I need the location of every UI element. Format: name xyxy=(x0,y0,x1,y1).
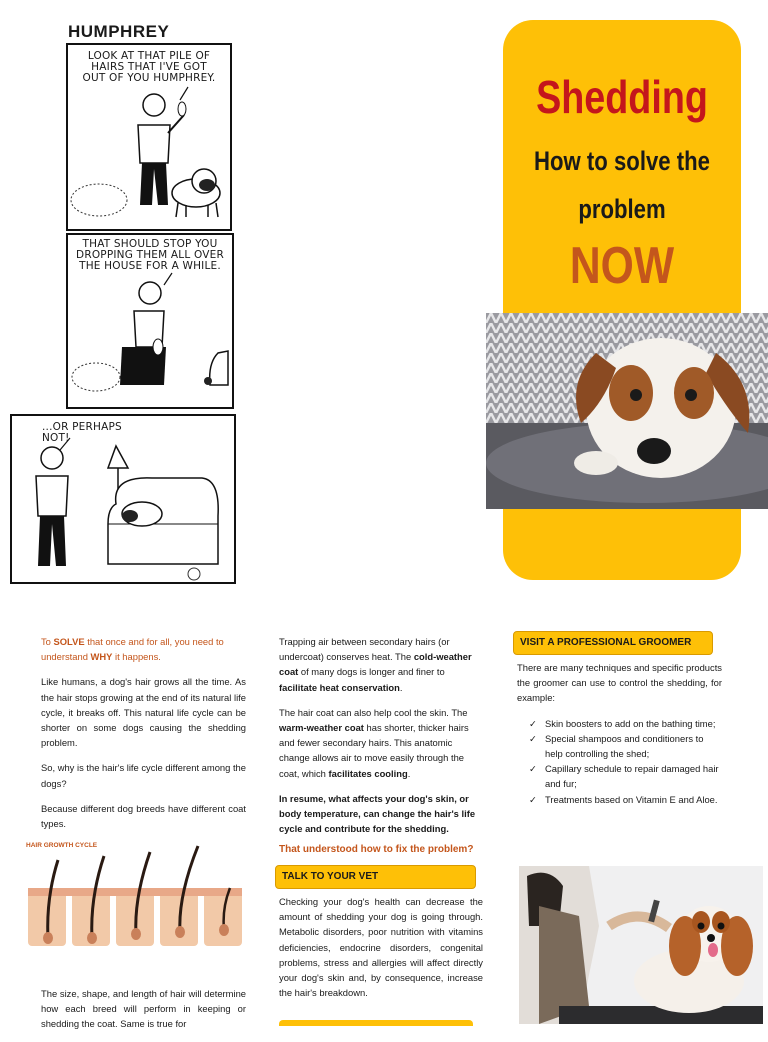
cold-weather-paragraph xyxy=(279,634,481,695)
hair-size-paragraph: The size, shape, and length of hair will determine how each breed will perform in keeping or shedding the coat. Same is true for xyxy=(41,988,246,1030)
comic-drawing-2 xyxy=(68,235,232,407)
warm-weather-paragraph xyxy=(279,705,481,781)
technique-item xyxy=(517,731,722,761)
technique-item xyxy=(517,792,722,807)
cover-title: Shedding xyxy=(536,71,708,123)
cover-now: NOW xyxy=(569,237,675,295)
warm-text-c: has shorter, thicker hairs and fewer secondary hairs. This anatomic change allows air to move easily through the coat, which xyxy=(279,722,469,779)
column-1 xyxy=(41,634,246,841)
hair-cycle-stages xyxy=(28,846,242,946)
intro-paragraph xyxy=(41,634,246,664)
check-icon: ✓ xyxy=(529,732,537,744)
facilitates-cooling: facilitates cooling xyxy=(328,767,408,779)
figure-title: HAIR GROWTH CYCLE xyxy=(26,842,98,849)
cold-weather-coat: cold-weather coat xyxy=(279,651,472,678)
check-icon: ✓ xyxy=(529,793,537,805)
comic-drawing-1 xyxy=(68,45,230,229)
technique-item xyxy=(517,761,722,791)
life-cycle-question: So, why is the hair's life cycle different among the dogs? xyxy=(41,762,246,789)
groomer-heading: VISIT A PROFESSIONAL GROOMER xyxy=(513,631,713,655)
intro-text-a: To xyxy=(41,636,54,647)
column-2 xyxy=(279,634,481,846)
technique-text: Treatments based on Vitamin E and Aloe. xyxy=(545,793,718,805)
vet-column xyxy=(279,894,483,1010)
intro-text-b: that once and for all, you need to understand xyxy=(41,636,224,663)
cold-text-a: Trapping air between secondary hairs (or undercoat) conserves heat. The xyxy=(279,636,450,663)
intro-solve: SOLVE xyxy=(53,636,85,647)
technique-text: Skin boosters to add on the bathing time; xyxy=(545,717,716,729)
check-icon: ✓ xyxy=(529,763,537,775)
hair-growth-figure xyxy=(26,838,246,968)
dog-photo-jack-russell xyxy=(486,313,768,509)
cold-text-e: . xyxy=(399,681,403,693)
dog-photo-grooming xyxy=(519,866,763,1024)
heat-conservation: facilitate heat conservation xyxy=(279,681,400,693)
comic-panel-3 xyxy=(10,414,236,584)
fix-question: That understood how to fix the problem? xyxy=(279,844,474,855)
warm-weather-coat: warm-weather coat xyxy=(279,722,364,734)
column-1-bottom xyxy=(41,986,246,1042)
intro-text-c: it happens. xyxy=(112,651,161,663)
warm-text-e: . xyxy=(407,767,411,779)
check-icon: ✓ xyxy=(529,717,537,729)
comic-title: HUMPHREY xyxy=(68,22,170,41)
comic-bubble-3: ...OR PERHAPS NOT! xyxy=(42,421,122,444)
next-heading-stub xyxy=(279,1020,473,1026)
cold-text-c: of many dogs is longer and finer to xyxy=(298,666,445,678)
groomer-techniques-list xyxy=(517,716,722,807)
cover-subtitle: How to solve the problem xyxy=(534,146,710,224)
warm-text-a: The hair coat can also help cool the skin. The xyxy=(279,706,468,718)
vet-heading: TALK TO YOUR VET xyxy=(275,865,476,889)
hair-growth-paragraph: Like humans, a dog's hair grows all the time. As the hair stops growing at the end of its natural life cycle, it breaks off. This natural life cycle can be shorter on some dogs causing the shedding problem. xyxy=(41,676,246,749)
comic-drawing-3 xyxy=(12,416,234,582)
comic-panel-2 xyxy=(66,233,234,409)
coat-types-paragraph: Because different dog breeds have different coat types. xyxy=(41,802,246,830)
vet-paragraph: Checking your dog's health can decrease the amount of shedding your dog is going through. Metabolic disorders, poor nutrition with vitamins deficiencies, endocrine disorders, congenital problems, stress and allergies will affect directly your dog's skin and, by consequence, increase the hair's breakdown. xyxy=(279,896,483,999)
comic-bubble-1: LOOK AT THAT PILE OF HAIRS THAT I'VE GOT OUT OF YOU HUMPHREY. xyxy=(82,50,216,84)
groomer-intro: There are many techniques and specific products the groomer can use to control the shedding, for example: xyxy=(517,662,722,704)
comic-bubble-2: THAT SHOULD STOP YOU DROPPING THEM ALL OVER THE HOUSE FOR A WHILE. xyxy=(76,238,224,272)
technique-text: Special shampoos and conditioners to help controlling the shed; xyxy=(545,732,704,760)
comic-panel-1 xyxy=(66,43,232,231)
resume-paragraph: In resume, what affects your dog's skin, or body temperature, can change the hair's life cycle and contribute for the shedding. xyxy=(279,792,476,835)
technique-text: Capillary schedule to repair damaged hair and fur; xyxy=(545,763,719,790)
column-3 xyxy=(517,660,722,807)
intro-why: WHY xyxy=(90,651,113,663)
technique-item xyxy=(517,716,722,731)
